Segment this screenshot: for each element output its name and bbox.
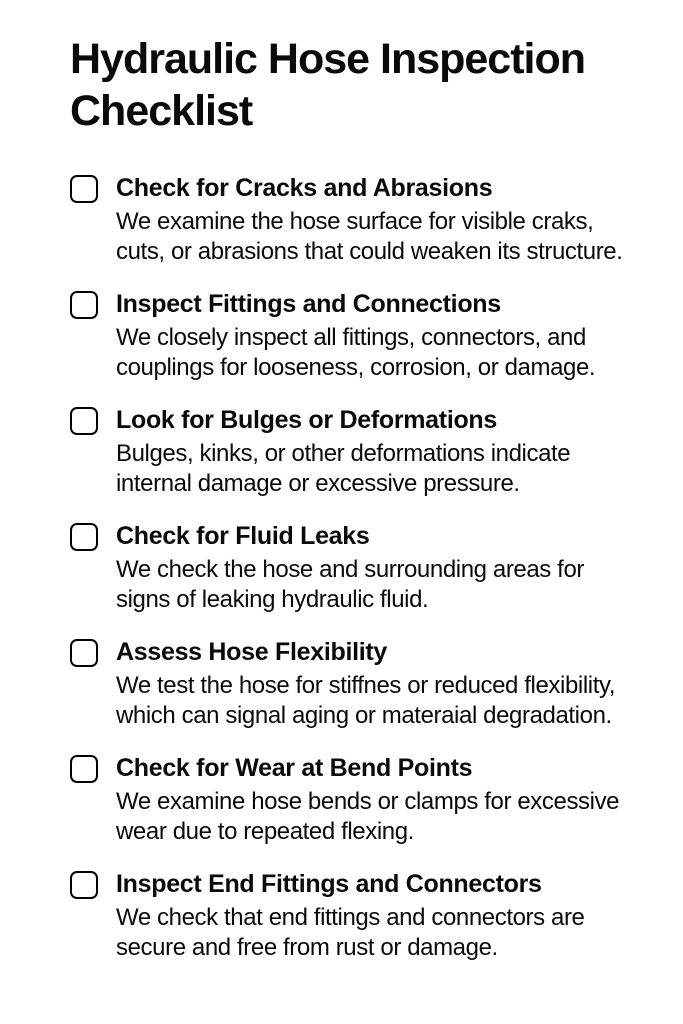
item-body (116, 289, 633, 383)
page-title: Hydraulic Hose Inspection Checklist (70, 35, 586, 135)
item-description: We closely inspect all fittings, connectors, and couplings for looseness, corrosion, or damage. (116, 324, 596, 381)
item-checkbox[interactable] (70, 639, 98, 667)
item-description: We test the hose for stiffnes or reduced flexibility, which can signal aging or materaial degradation. (116, 672, 616, 729)
item-label: Assess Hose Flexibility (116, 638, 388, 666)
checklist-item-wear-bend-points (70, 753, 633, 847)
item-label: Inspect Fittings and Connections (116, 290, 501, 318)
checklist-item-fluid-leaks (70, 521, 633, 615)
item-label: Check for Fluid Leaks (116, 522, 370, 550)
item-description: We examine the hose surface for visible craks, cuts, or abrasions that could weaken its structure. (116, 208, 623, 265)
item-checkbox[interactable] (70, 291, 98, 319)
item-checkbox[interactable] (70, 871, 98, 899)
item-body (116, 521, 633, 615)
checklist-item-end-fittings-connectors (70, 869, 633, 963)
item-description: We check the hose and surrounding areas for signs of leaking hydraulic fluid. (116, 556, 584, 613)
item-checkbox[interactable] (70, 755, 98, 783)
item-body (116, 173, 633, 267)
item-checkbox[interactable] (70, 175, 98, 203)
item-label: Check for Wear at Bend Points (116, 754, 473, 782)
item-description: We examine hose bends or clamps for excessive wear due to repeated flexing. (116, 788, 620, 845)
checklist-item-fittings-connections (70, 289, 633, 383)
item-body (116, 869, 633, 963)
item-label: Look for Bulges or Deformations (116, 406, 498, 434)
item-description: We check that end fittings and connectors are secure and free from rust or damage. (116, 904, 585, 961)
checklist-item-cracks-abrasions (70, 173, 633, 267)
item-description: Bulges, kinks, or other deformations indicate internal damage or excessive pressure. (116, 440, 571, 497)
item-body (116, 405, 633, 499)
item-checkbox[interactable] (70, 523, 98, 551)
item-label: Inspect End Fittings and Connectors (116, 870, 542, 898)
item-body (116, 637, 633, 731)
item-checkbox[interactable] (70, 407, 98, 435)
checklist-item-hose-flexibility (70, 637, 633, 731)
item-body (116, 753, 633, 847)
checklist (70, 173, 633, 963)
checklist-item-bulges-deformations (70, 405, 633, 499)
item-label: Check for Cracks and Abrasions (116, 174, 493, 202)
